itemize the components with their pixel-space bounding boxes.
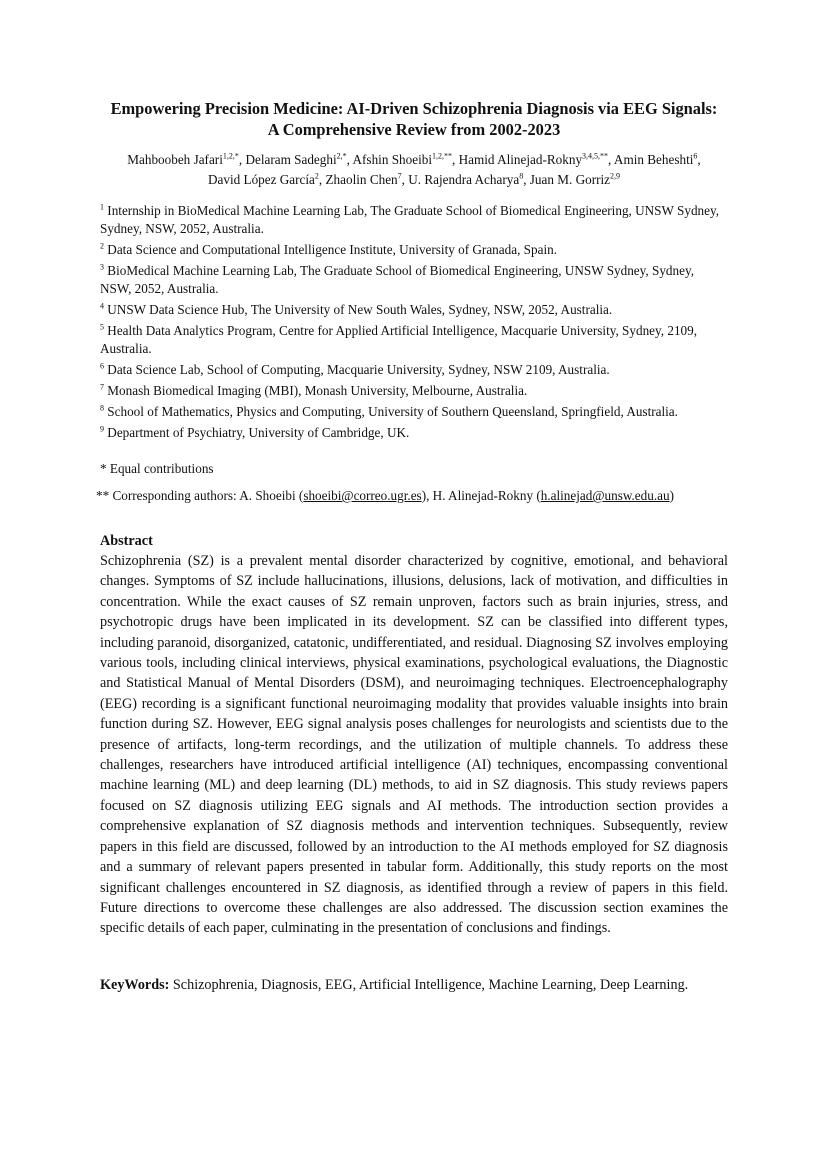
author: Afshin Shoeibi$^{1,2,**}$ (352, 151, 453, 167)
author: Juan M. Gorriz$^{2,9}$ (529, 171, 621, 187)
affiliation: $^9$ Department of Psychiatry, University of Cambridge, UK. (100, 424, 410, 440)
keywords-label: KeyWords: (100, 976, 170, 993)
equal-contribution-note: * Equal contributions (100, 461, 214, 476)
affiliation: $^4$ UNSW Data Science Hub, The University of New South Wales, Sydney, NSW, 2052, Australia. (100, 301, 613, 317)
affiliation: $^3$ BioMedical Machine Learning Lab, The Graduate School of Biomedical Engineering, UNSW Sydney, Sydney, NSW, 2052, Australia. (100, 262, 694, 296)
corresponding-authors-note: ** Corresponding authors: A. Shoeibi (shoeibi@correo.ugr.es), H. Alinejad-Rokny (h.alinejad@unsw.edu.au) (96, 488, 674, 503)
title-line-1: Empowering Precision Medicine: AI-Driven Schizophrenia Diagnosis via EEG Signals: (110, 99, 718, 118)
email-link-shoeibi[interactable]: shoeibi@correo.ugr.es (303, 488, 422, 503)
author: Amin Beheshti$^6$ (613, 151, 698, 167)
author-list: Mahboobeh Jafari$^{1,2,*}$, Delaram Sadeghi$^{2,*}$, Afshin Shoeibi$^{1,2,**}$, Hamid Alinejad-Rokny$^{3,4,5,**}$, Amin Beheshti$^6$, David López García$^2$, Zhaolin Chen$^7$, U. Rajendra Acharya$^8$, Juan M. Gorriz$^{2,9}$ (127, 151, 701, 187)
author-notes (96, 460, 728, 505)
paper-page (96, 98, 728, 1009)
affiliation: $^8$ School of Mathematics, Physics and Computing, University of Southern Queensland, Springfield, Australia. (100, 403, 678, 419)
affiliation: $^2$ Data Science and Computational Intelligence Institute, University of Granada, Spain. (100, 241, 558, 257)
author: Zhaolin Chen$^7$ (325, 171, 402, 187)
affiliation: $^1$ Internship in BioMedical Machine Learning Lab, The Graduate School of Biomedical Engineering, UNSW Sydney, Sydney, NSW, 2052, Australia. (100, 202, 720, 236)
keywords-text: Schizophrenia, Diagnosis, EEG, Artificial Intelligence, Machine Learning, Deep Learning. (172, 976, 689, 993)
keywords-line (100, 975, 728, 995)
author: U. Rajendra Acharya$^8$ (408, 171, 524, 187)
email-link-alinejad[interactable]: h.alinejad@unsw.edu.au (540, 488, 670, 503)
abstract-body: Schizophrenia (SZ) is a prevalent mental disorder characterized by cognitive, emotional, and behavioral changes. Symptoms of SZ include hallucinations, illusions, delusions, lack of motivation, and difficulties in concentration. While the exact causes of SZ remain unproven, factors such as brain injuries, stress, and psychotropic drugs have been implicated in its development. SZ can be classified into different types, including paranoid, disorganized, catatonic, undifferentiated, and residual. Diagnosing SZ involves employing various tools, including clinical interviews, physical examinations, psychological evaluations, the Diagnostic and Statistical Manual of Mental Disorders (DSM), and neuroimaging techniques. Electroencephalography (EEG) recording is a significant functional neuroimaging modality that provides valuable insights into brain function during SZ. However, EEG signal analysis poses challenges for neurologists and scientists due to the presence of artifacts, long-term recordings, and the utilization of multiple channels. To address these challenges, researchers have introduced artificial intelligence (AI) techniques, encompassing conventional machine learning (ML) and deep learning (DL) methods, to aid in SZ diagnosis. This study reviews papers focused on SZ diagnosis utilizing EEG signals and AI methods. The introduction section provides a comprehensive explanation of SZ diagnosis methods and intervention techniques. Subsequently, review papers in this field are discussed, followed by an introduction to the AI methods employed for SZ diagnosis and a summary of relevant papers presented in tabular form. Additionally, this study reports on the most significant challenges encountered in SZ diagnosis, as identified through a review of papers in this field. Future directions to overcome these challenges are also addressed. The discussion section examines the specific details of each paper, culminating in the presentation of conclusions and findings. (100, 553, 728, 937)
paper-title (100, 98, 728, 140)
title-line-2: A Comprehensive Review from 2002-2023 (267, 120, 561, 139)
author: Delaram Sadeghi$^{2,*}$ (245, 151, 347, 167)
abstract-section (100, 531, 728, 939)
affiliation: $^5$ Health Data Analytics Program, Centre for Applied Artificial Intelligence, Macquarie University, Sydney, 2109, Australia. (100, 322, 698, 356)
author: Mahboobeh Jafari$^{1,2,*}$ (127, 151, 239, 167)
affiliation: $^7$ Monash Biomedical Imaging (MBI), Monash University, Melbourne, Australia. (100, 382, 528, 398)
affiliation-list (100, 202, 728, 442)
author: Hamid Alinejad-Rokny$^{3,4,5,**}$ (458, 151, 609, 167)
affiliation: $^6$ Data Science Lab, School of Computing, Macquarie University, Sydney, NSW 2109, Australia. (100, 361, 610, 377)
abstract-heading: Abstract (100, 533, 153, 549)
author: David López García$^2$ (207, 171, 319, 187)
